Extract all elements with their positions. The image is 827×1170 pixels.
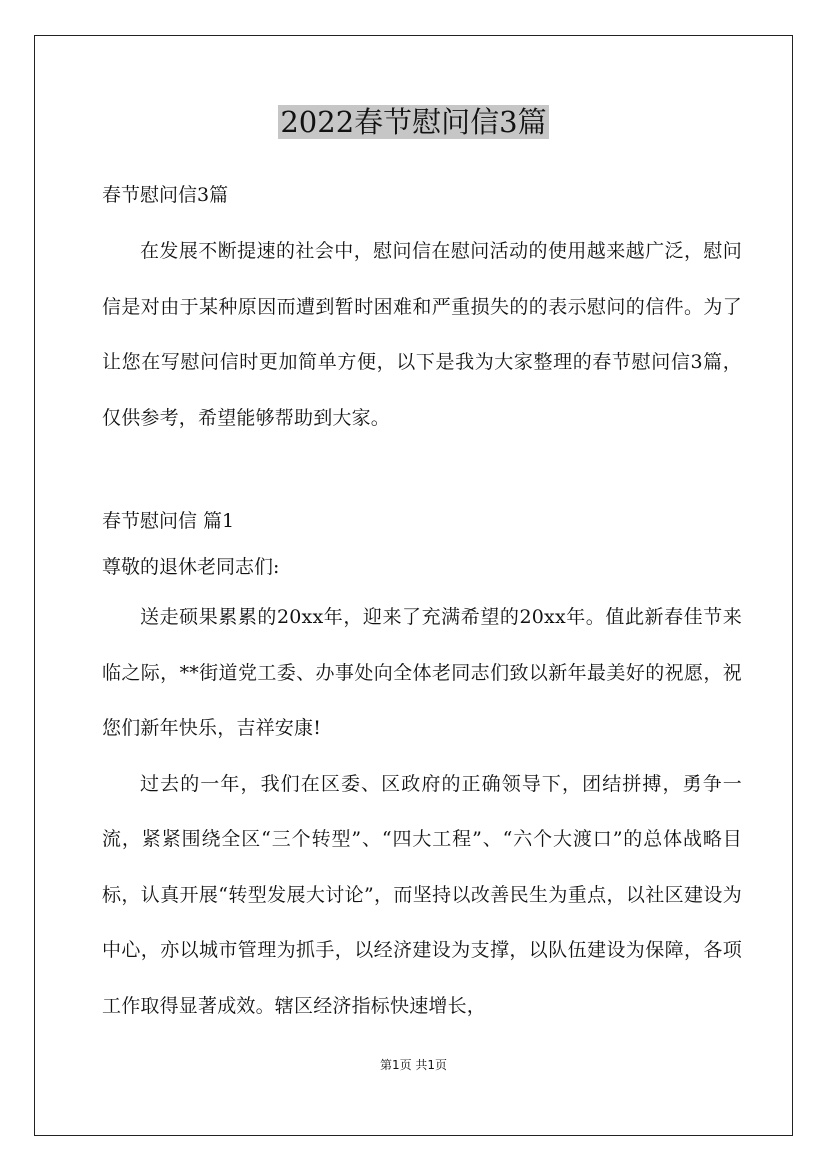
page-footer: 第1页 共1页 — [379, 1058, 448, 1072]
section-heading: 春节慰问信 篇1 — [102, 510, 235, 532]
intro-paragraph: 在发展不断提速的社会中，慰问信在慰问活动的使用越来越广泛，慰问信是对由于某种原因而遭到暂时困难和严重损失的的表示慰问的信件。为了让您在写慰问信时更加简单方便，以下是我为大家整理的春节慰问信3篇，仅供参考，希望能够帮助到大家。 — [102, 240, 742, 429]
section-gap — [102, 446, 742, 498]
document-body — [102, 172, 742, 1034]
document-subtitle: 春节慰问信3篇 — [102, 184, 229, 206]
letter-salutation: 尊敬的退休老同志们: — [102, 556, 280, 578]
document-title — [0, 100, 827, 144]
letter-paragraph-2: 过去的一年，我们在区委、区政府的正确领导下，团结拼搏，勇争一流，紧紧围绕全区“三个转型”、“四大工程”、“六个大渡口”的总体战略目标，认真开展“转型发展大讨论”，而坚持以改善民生为重点，以社区建设为中心，亦以城市管理为抓手，以经济建设为支撑，以队伍建设为保障，各项工作取得显著成效。辖区经济指标快速增长， — [102, 772, 742, 1017]
letter-paragraph-1: 送走硕果累累的20xx年，迎来了充满希望的20xx年。值此新春佳节来临之际，**街道党工委、办事处向全体老同志们致以新年最美好的祝愿，祝您们新年快乐，吉祥安康! — [102, 606, 742, 739]
document-title-text: 2022春节慰问信3篇 — [280, 105, 547, 139]
